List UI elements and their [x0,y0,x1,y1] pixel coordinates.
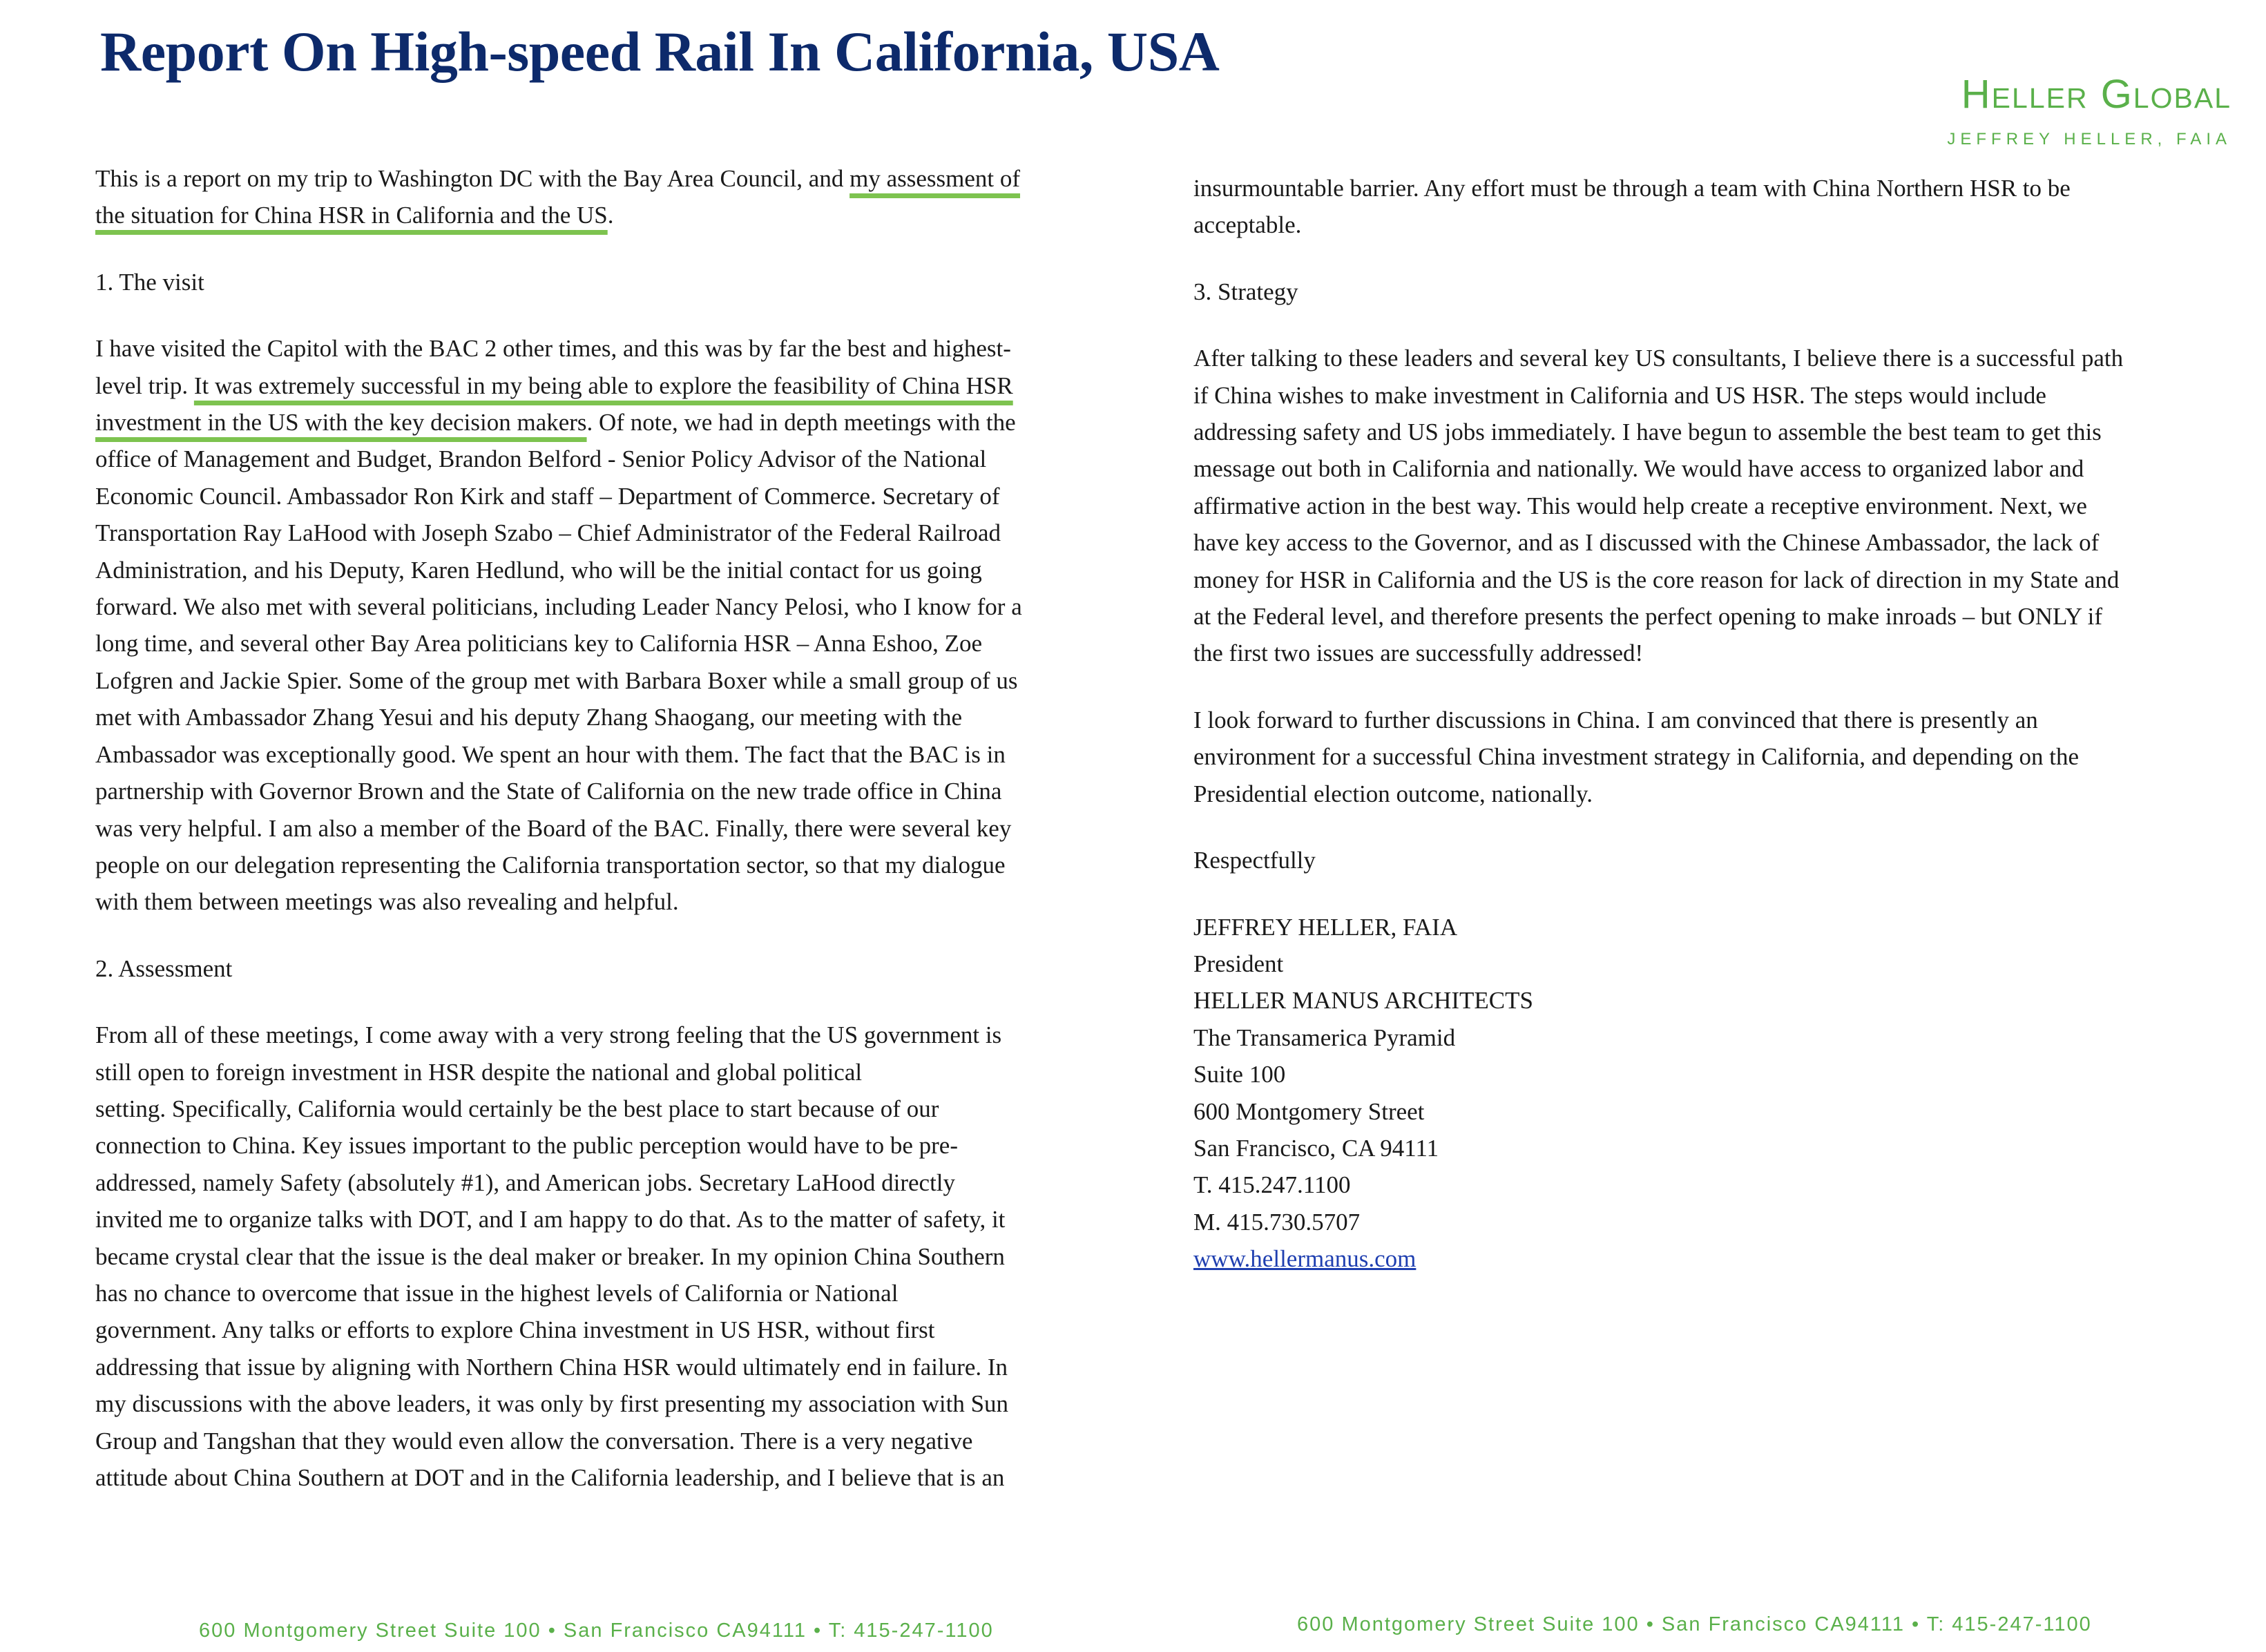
text-line: I look forward to further discussions in China. I am convinced that there is presently an [1193,706,2038,733]
text-line: long time, and several other Bay Area politicians key to California HSR – Anna Eshoo, Zoe [95,630,983,657]
text-line: government. Any talks or efforts to explore China investment in US HSR, without first [95,1316,935,1344]
heller-global-logo [1947,72,2231,149]
text-line: Presidential election outcome, nationally. [1193,780,1593,807]
text-line: still open to foreign investment in HSR despite the national and global political [95,1058,863,1086]
highlighted-text: investment in the US with the key decision makers [95,409,587,436]
intro-paragraph [95,160,1097,234]
text-line: Group and Tangshan that they would even allow the conversation. There is a very negative [95,1427,973,1454]
signature-line: President [1193,950,1284,977]
text-line: connection to China. Key issues important to the public perception would have to be pre- [95,1132,958,1160]
text-line: setting. Specifically, California would certainly be the best place to start because of our [95,1095,939,1122]
text-line: Economic Council. Ambassador Ron Kirk and staff – Department of Commerce. Secretary of [95,482,1000,510]
right-column [1193,170,2195,1278]
text-line: was very helpful. I am also a member of the Board of the BAC. Finally, there were several key [95,814,1012,842]
text-line: Lofgren and Jackie Spier. Some of the group met with Barbara Boxer while a small group of us [95,666,1018,694]
text-line: addressed, namely Safety (absolutely #1), and American jobs. Secretary LaHood directly [95,1169,956,1196]
text-line: with them between meetings was also revealing and helpful. [95,888,679,916]
visit-paragraph [95,330,1097,921]
logo-name: Heller Global [1961,72,2231,117]
left-column [95,160,1097,1496]
signature-line: The Transamerica Pyramid [1193,1024,1456,1051]
signature-line: T. 415.247.1100 [1193,1171,1351,1199]
text-line: at the Federal level, and therefore presents the perfect opening to make inroads – but ONLY if [1193,603,2102,631]
text-line: affirmative action in the best way. This would help create a receptive environment. Next, we [1193,492,2087,519]
text-line: has no chance to overcome that issue in the highest levels of California or National [95,1279,899,1307]
text-line: became crystal clear that the issue is the deal maker or breaker. In my opinion China Southern [95,1242,1005,1270]
text-line: attitude about China Southern at DOT and in the California leadership, and I believe that is an [95,1464,1005,1491]
text-line: have key access to the Governor, and as I discussed with the Chinese Ambassador, the lack of [1193,529,2100,557]
website-link[interactable]: www.hellermanus.com [1193,1245,1417,1273]
text-line: forward. We also met with several politicians, including Leader Nancy Pelosi, who I know for a [95,593,1022,621]
signature-line: M. 415.730.5707 [1193,1208,1361,1236]
text-line: Ambassador was exceptionally good. We spent an hour with them. The fact that the BAC is in [95,740,1006,768]
text-line: addressing safety and US jobs immediately. I have begun to assemble the best team to get this [1193,419,2102,446]
section-heading-visit: 1. The visit [95,268,204,296]
text-line: office of Management and Budget, Brandon Belford - Senior Policy Advisor of the National [95,445,987,473]
text-line: level trip. It was extremely successful in my being able to explore the feasibility of China HSR [95,372,1013,399]
text-line: From all of these meetings, I come away with a very strong feeling that the US government is [95,1021,1002,1049]
footer-address-right: 600 Montgomery Street Suite 100 • San Francisco CA94111 • T: 415-247-1100 [1297,1613,2092,1635]
signature-line: 600 Montgomery Street [1193,1097,1425,1125]
page-title: Report On High-speed Rail In California, USA [100,20,1220,83]
signature-line: Suite 100 [1193,1061,1286,1088]
assessment-paragraph [95,1017,1097,1496]
text-line: the situation for China HSR in California and the US. [95,202,614,229]
signature-line: San Francisco, CA 94111 [1193,1134,1439,1162]
text-line: I have visited the Capitol with the BAC 2 other times, and this was by far the best and highest- [95,335,1011,363]
continuation-paragraph [1193,170,2195,244]
signoff: Respectfully [1193,847,1316,874]
text-line: my discussions with the above leaders, it was only by first presenting my association with Sun [95,1390,1009,1418]
text-line: addressing that issue by aligning with Northern China HSR would ultimately end in failure. In [95,1353,1008,1381]
text-line: met with Ambassador Zhang Yesui and his deputy Zhang Shaogang, our meeting with the [95,704,962,731]
text-line: invited me to organize talks with DOT, and I am happy to do that. As to the matter of safety, it [95,1206,1006,1233]
signature-block [1193,909,2195,1278]
text-line: Administration, and his Deputy, Karen Hedlund, who will be the initial contact for us going [95,556,982,584]
text-line: investment in the US with the key decision makers. Of note, we had in depth meetings with the [95,409,1016,436]
text-line: the first two issues are successfully addressed! [1193,640,1644,667]
section-heading-strategy: 3. Strategy [1193,278,1298,305]
text-line: message out both in California and nationally. We would have access to organized labor and [1193,455,2084,483]
highlighted-text: my assessment of [849,165,1021,192]
text-line: money for HSR in California and the US is the core reason for lack of direction in my State and [1193,566,2120,593]
text-line: This is a report on my trip to Washington DC with the Bay Area Council, and my assessment of [95,165,1021,192]
text-line: acceptable. [1193,211,1302,239]
highlighted-text: the situation for China HSR in California and the US [95,202,608,229]
footer-address-left: 600 Montgomery Street Suite 100 • San Francisco CA94111 • T: 415-247-1100 [199,1620,994,1642]
text-line: insurmountable barrier. Any effort must be through a team with China Northern HSR to be [1193,175,2071,202]
text-line: partnership with Governor Brown and the State of California on the new trade office in China [95,778,1002,805]
strategy-paragraph [1193,340,2195,672]
section-heading-assessment: 2. Assessment [95,954,233,982]
highlighted-text: It was extremely successful in my being able to explore the feasibility of China HSR [193,372,1013,399]
text-line: people on our delegation representing the California transportation sector, so that my dialogue [95,851,1006,878]
logo-subtitle: JEFFREY HELLER, FAIA [1947,130,2231,148]
text-line: Transportation Ray LaHood with Joseph Szabo – Chief Administrator of the Federal Railroad [95,519,1001,547]
signature-line: HELLER MANUS ARCHITECTS [1193,987,1533,1015]
text-line: environment for a successful China investment strategy in California, and depending on the [1193,743,2080,771]
text-line: if China wishes to make investment in California and US HSR. The steps would include [1193,381,2046,409]
signature-line: JEFFREY HELLER, FAIA [1193,913,1458,941]
closing-paragraph [1193,702,2195,812]
text-line: After talking to these leaders and several key US consultants, I believe there is a successful path [1193,345,2124,372]
